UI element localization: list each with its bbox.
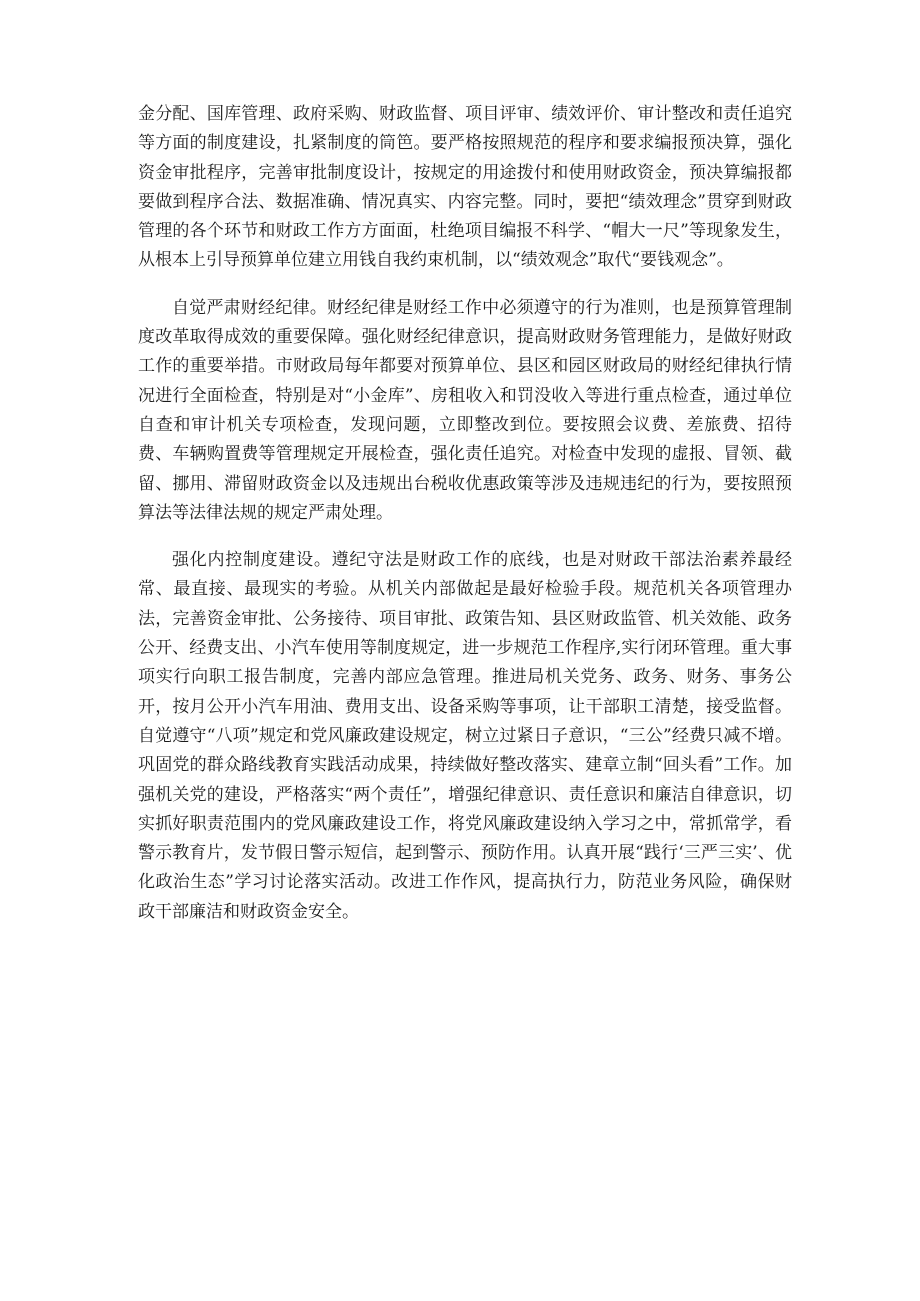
document-page bbox=[138, 100, 792, 927]
paragraph-continuation: 金分配、国库管理、政府采购、财政监督、项目评审、绩效评价、审计整改和责任追究等方面的制度建设，扎紧制度的筒笆。要严格按照规范的程序和要求编报预决算，强化资金审批程序，完善审批制度设计，按规定的用途拨付和使用财政资金，预决算编报都要做到程序合法、数据准确、情况真实、内容完整。同时，要把“绩效理念”贯穿到财政管理的各个环节和财政工作方方面面，杜绝项目编报不科学、“帽大一尺”等现象发生，从根本上引导预算单位建立用钱自我约束机制，以“绩效观念”取代“要钱观念”。 bbox=[138, 104, 792, 271]
paragraph-internal-control: 强化内控制度建设。遵纪守法是财政工作的底线，也是对财政干部法治素养最经常、最直接、最现实的考验。从机关内部做起是最好检验手段。规范机关各项管理办法，完善资金审批、公务接待、项目审批、政策告知、县区财政监管、机关效能、政务公开、经费支出、小汽车使用等制度规定，进一步规范工作程序,实行闭环管理。重大事项实行向职工报告制度，完善内部应急管理。推进局机关党务、政务、财务、事务公开，按月公开小汽车用油、费用支出、设备采购等事项，让干部职工清楚，接受监督。自觉遵守“八项”规定和党风廉政建设规定，树立过紧日子意识，“三公”经费只减不增。巩固党的群众路线教育实践活动成果，持续做好整改落实、建章立制“回头看”工作。加强机关党的建设，严格落实“两个责任”，增强纪律意识、责任意识和廉洁自律意识，切实抓好职责范围内的党风廉政建设工作，将党风廉政建设纳入学习之中，常抓常学，看警示教育片，发节假日警示短信，起到警示、预防作用。认真开展“践行‘三严三实’、优化政治生态”学习讨论落实活动。改进工作作风，提高执行力，防范业务风险，确保财政干部廉洁和财政资金安全。 bbox=[138, 550, 792, 922]
paragraph-financial-discipline: 自觉严肃财经纪律。财经纪律是财经工作中必须遵守的行为准则，也是预算管理制度改革取得成效的重要保障。强化财经纪律意识，提高财政财务管理能力，是做好财政工作的重要举措。市财政局每年都要对预算单位、县区和园区财政局的财经纪律执行情况进行全面检查，特别是对“小金库”、房租收入和罚没收入等进行重点检查，通过单位自查和审计机关专项检查，发现问题，立即整改到位。要按照会议费、差旅费、招待费、车辆购置费等管理规定开展检查，强化责任追究。对检查中发现的虚报、冒领、截留、挪用、滞留财政资金以及违规出台税收优惠政策等涉及违规违纪的行为，要按照预算法等法律法规的规定严肃处理。 bbox=[138, 297, 792, 523]
